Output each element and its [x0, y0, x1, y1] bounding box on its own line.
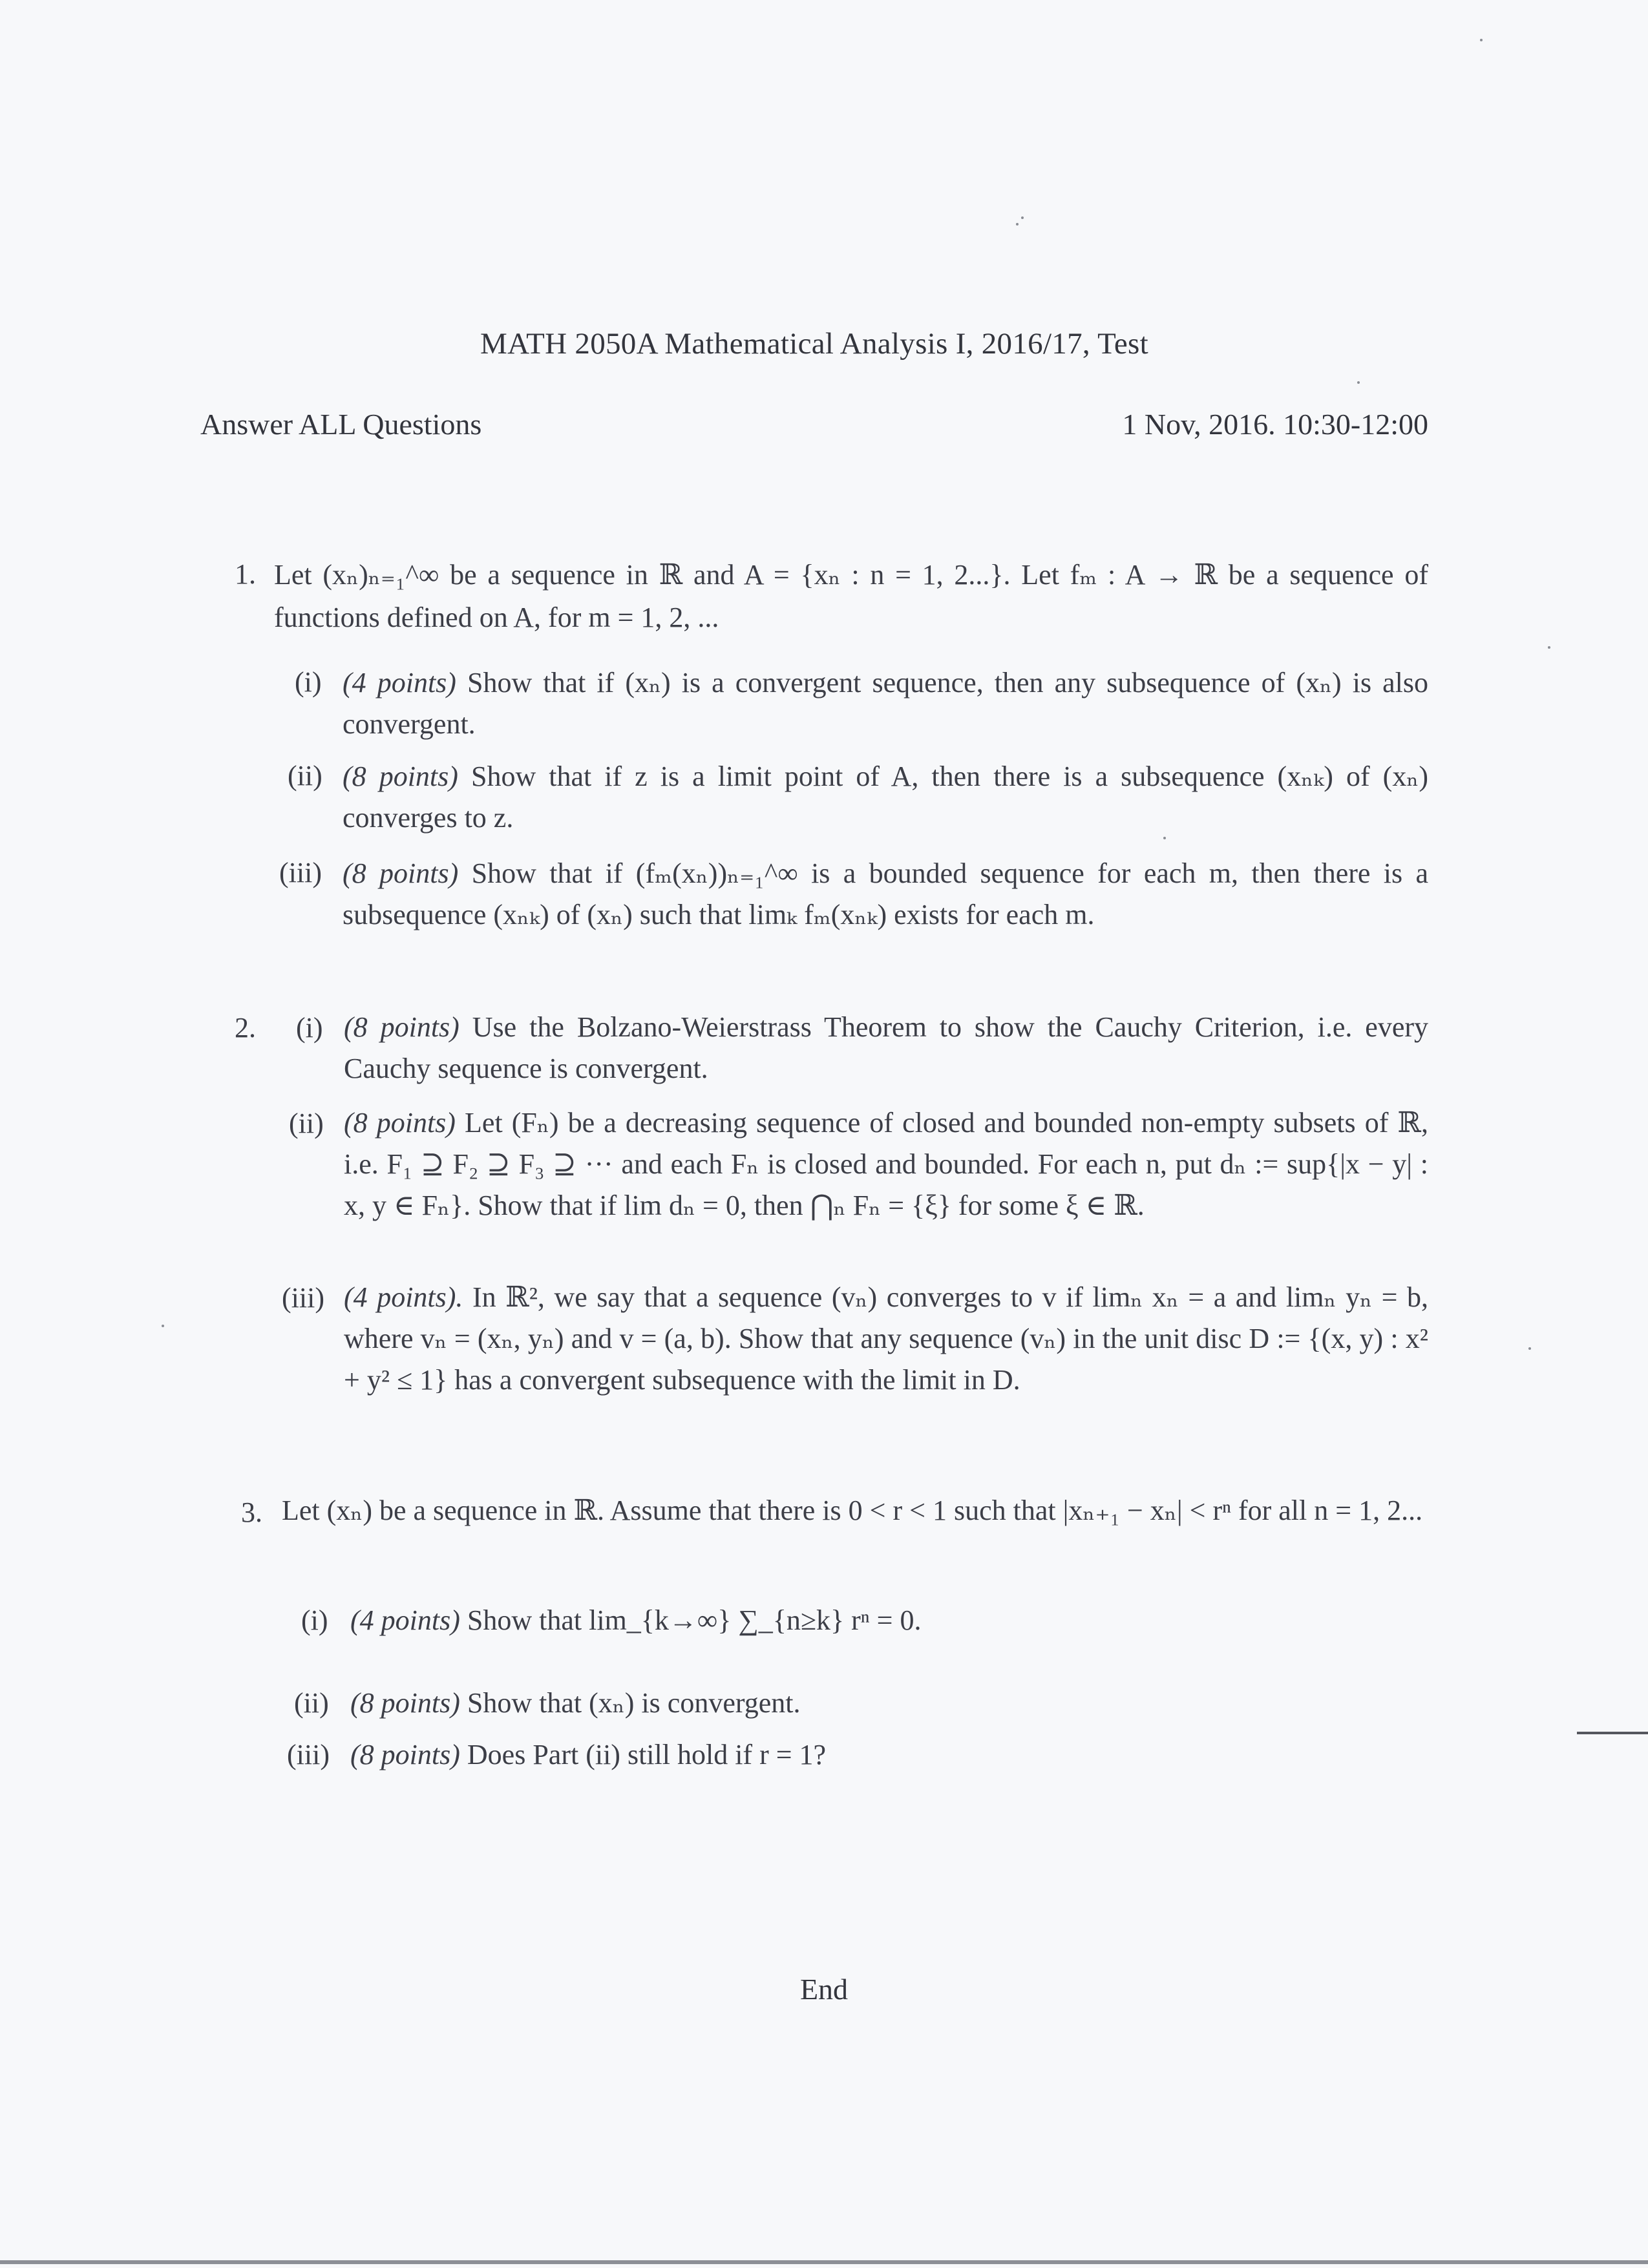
question-number: 1. — [235, 558, 256, 590]
part-text: In ℝ², we say that a sequence (vₙ) converges to v if limₙ xₙ = a and limₙ yₙ = b, where vₙ = (xₙ, yₙ) and v = (a, b). Show that any sequence (vₙ) in the unit disc D := {(x, y) : x² + y² ≤ 1} has a convergent subsequence with the limit in D. — [344, 1281, 1428, 1396]
part-body — [350, 1734, 1423, 1776]
part-label: (i) — [295, 666, 322, 698]
part-label: (i) — [301, 1604, 328, 1636]
part-points: (4 points) — [343, 667, 456, 698]
scan-bottom-edge — [0, 2260, 1648, 2264]
exam-date-time: 1 Nov, 2016. 10:30-12:00 — [1122, 408, 1428, 441]
part-label: (ii) — [294, 1687, 329, 1719]
part-points: (8 points) — [343, 857, 459, 889]
part-text: Show that if (xₙ) is a convergent sequence, then any subsequence of (xₙ) is also convergent. — [343, 667, 1429, 740]
scan-speck — [1480, 39, 1483, 41]
part-text: Show that if (fₘ(xₙ))ₙ₌₁^∞ is a bounded sequence for each m, then there is a subsequence (xₙₖ) of (xₙ) such that limₖ fₘ(xₙₖ) exists for each m. — [343, 857, 1429, 930]
part-points: (8 points) — [343, 761, 458, 792]
scan-speck — [1163, 837, 1166, 839]
part-points: (8 points) — [350, 1739, 460, 1770]
part-points: (8 points) — [350, 1687, 460, 1719]
part-label: (iii) — [282, 1282, 324, 1314]
question-number: 2. — [235, 1012, 256, 1044]
part-points: (4 points). — [344, 1281, 463, 1313]
part-body — [344, 1007, 1428, 1089]
part-text: Let (Fₙ) be a decreasing sequence of closed and bounded non-empty subsets of ℝ, i.e. F₁ ⊇ F₂ ⊇ F₃ ⊇ ··· and each Fₙ is closed and bounded. For each n, put dₙ := sup{|x − y| : x, y ∈ Fₙ}. Show that if lim dₙ = 0, then ⋂ₙ Fₙ = {ξ} for some ξ ∈ ℝ. — [344, 1107, 1428, 1221]
part-text: Show that if z is a limit point of A, then there is a subsequence (xₙₖ) of (xₙ) converges to z. — [343, 761, 1429, 834]
part-body — [344, 1102, 1428, 1226]
part-body — [344, 1277, 1428, 1401]
part-body — [350, 1683, 1423, 1724]
scan-speck — [1016, 223, 1019, 226]
exam-title: MATH 2050A Mathematical Analysis I, 2016/17, Test — [480, 327, 1148, 361]
part-body — [343, 756, 1428, 839]
part-label: (iii) — [287, 1739, 330, 1770]
scan-speck — [1021, 216, 1024, 219]
part-points: (8 points) — [344, 1011, 460, 1043]
part-text: Does Part (ii) still hold if r = 1? — [467, 1739, 827, 1770]
part-label: (ii) — [288, 760, 322, 792]
part-body — [350, 1600, 1423, 1641]
part-body — [343, 662, 1428, 745]
part-text: Show that lim_{k→∞} ∑_{n≥k} rⁿ = 0. — [467, 1604, 922, 1636]
part-label: (ii) — [289, 1108, 324, 1139]
instructions: Answer ALL Questions — [200, 408, 482, 441]
scan-speck — [162, 1325, 164, 1327]
part-label: (i) — [296, 1012, 323, 1044]
question-stem: Let (xₙ) be a sequence in ℝ. Assume that there is 0 < r < 1 such that |xₙ₊₁ − xₙ| < rⁿ for all n = 1, 2... — [282, 1495, 1423, 1526]
question-stem: Let (xₙ)ₙ₌₁^∞ be a sequence in ℝ and A = {xₙ : n = 1, 2...}. Let fₘ : A → ℝ be a sequence of functions defined on A, for m = 1, 2, ... — [274, 559, 1428, 633]
scan-speck — [1357, 381, 1360, 384]
end-marker: End — [799, 1973, 849, 2006]
part-label: (iii) — [279, 857, 322, 888]
part-points: (8 points) — [344, 1107, 456, 1139]
scan-speck — [1548, 646, 1550, 649]
scan-edge-mark — [1577, 1732, 1648, 1734]
part-points: (4 points) — [350, 1604, 460, 1636]
part-text: Show that (xₙ) is convergent. — [467, 1687, 801, 1719]
question-number: 3. — [241, 1496, 262, 1528]
part-body — [343, 853, 1428, 936]
part-text: Use the Bolzano-Weierstrass Theorem to show the Cauchy Criterion, i.e. every Cauchy sequence is convergent. — [344, 1011, 1428, 1084]
scan-speck — [1528, 1347, 1531, 1350]
